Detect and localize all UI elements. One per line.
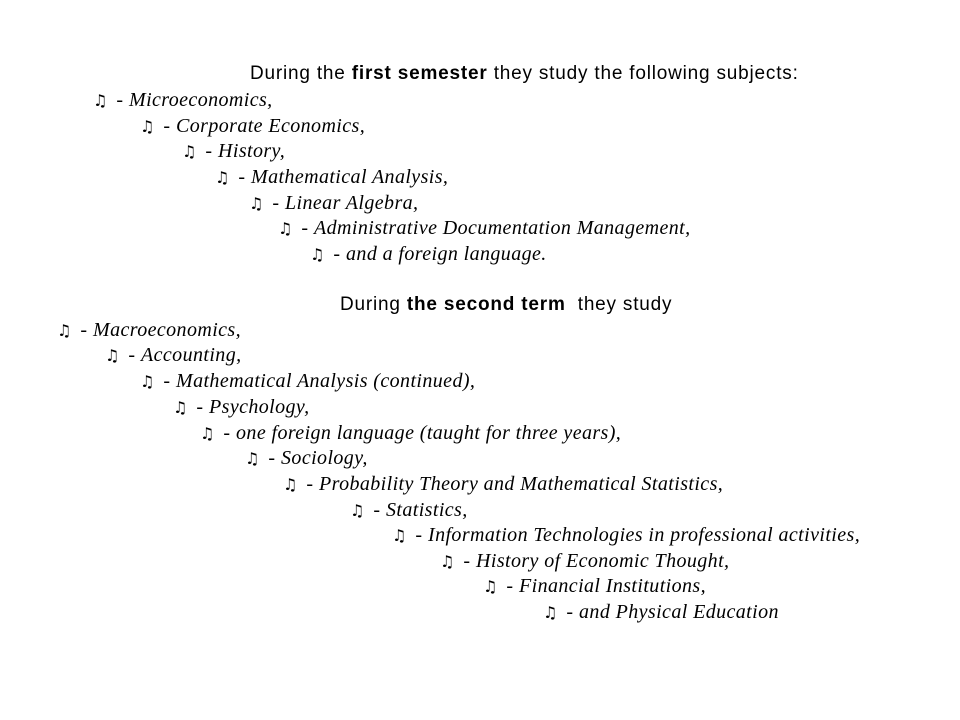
item-separator: - xyxy=(566,601,574,623)
first-semester-subject xyxy=(278,215,691,243)
item-separator: - xyxy=(506,575,514,597)
subject-text: Microeconomics, xyxy=(129,89,273,111)
subject-text: History of Economic Thought, xyxy=(476,550,730,572)
second-term-subject xyxy=(245,445,368,473)
music-note-bullet-icon: ♫ xyxy=(140,372,155,391)
item-separator: - xyxy=(116,89,124,111)
subject-text: Accounting, xyxy=(141,344,242,366)
item-separator: - xyxy=(333,243,341,265)
music-note-bullet-icon: ♫ xyxy=(57,321,72,340)
subject-text: Sociology, xyxy=(281,447,368,469)
item-separator: - xyxy=(205,140,213,162)
second-term-subject xyxy=(57,317,241,345)
music-note-bullet-icon: ♫ xyxy=(350,501,365,520)
subject-text: Corporate Economics, xyxy=(176,115,366,137)
music-note-bullet-icon: ♫ xyxy=(543,603,558,622)
subject-text: Information Technologies in professional activities, xyxy=(428,524,861,546)
second-term-subject xyxy=(350,497,468,525)
music-note-bullet-icon: ♫ xyxy=(249,194,264,213)
subject-text: Statistics, xyxy=(386,499,468,521)
music-note-bullet-icon: ♫ xyxy=(310,245,325,264)
subject-text: Linear Algebra, xyxy=(285,192,419,214)
first-semester-subject xyxy=(93,87,273,115)
second-term-subject xyxy=(200,420,621,448)
item-separator: - xyxy=(415,524,423,546)
item-separator: - xyxy=(163,370,171,392)
music-note-bullet-icon: ♫ xyxy=(483,577,498,596)
second-term-heading xyxy=(340,292,672,318)
music-note-bullet-icon: ♫ xyxy=(182,142,197,161)
music-note-bullet-icon: ♫ xyxy=(245,449,260,468)
heading-prefix: During the xyxy=(250,63,346,84)
music-note-bullet-icon: ♫ xyxy=(105,346,120,365)
second-term-subject xyxy=(140,368,475,396)
music-note-bullet-icon: ♫ xyxy=(278,219,293,238)
item-separator: - xyxy=(223,422,231,444)
first-semester-subject xyxy=(215,164,448,192)
second-term-subject xyxy=(173,394,310,422)
item-separator: - xyxy=(373,499,381,521)
item-separator: - xyxy=(163,115,171,137)
item-separator: - xyxy=(272,192,280,214)
item-separator: - xyxy=(196,396,204,418)
subject-text: and Physical Education xyxy=(579,601,779,623)
second-term-subject xyxy=(543,599,779,627)
heading-prefix: During xyxy=(340,294,401,315)
second-term-subject xyxy=(105,342,242,370)
subject-text: Probability Theory and Mathematical Statistics, xyxy=(319,473,724,495)
item-separator: - xyxy=(463,550,471,572)
music-note-bullet-icon: ♫ xyxy=(140,117,155,136)
item-separator: - xyxy=(80,319,88,341)
heading-emphasis: first semester xyxy=(351,63,488,84)
subject-text: Financial Institutions, xyxy=(519,575,706,597)
subject-text: Administrative Documentation Management, xyxy=(314,217,691,239)
music-note-bullet-icon: ♫ xyxy=(440,552,455,571)
subject-text: Mathematical Analysis, xyxy=(251,166,449,188)
first-semester-heading xyxy=(250,61,799,87)
second-term-subject xyxy=(483,573,706,601)
subject-text: Mathematical Analysis (continued), xyxy=(176,370,476,392)
subject-text: Macroeconomics, xyxy=(93,319,242,341)
second-term-subject xyxy=(392,522,860,550)
first-semester-subject xyxy=(249,190,418,218)
first-semester-subject xyxy=(182,138,285,166)
subject-text: and a foreign language. xyxy=(346,243,547,265)
item-separator: - xyxy=(128,344,136,366)
first-semester-subject xyxy=(140,113,365,141)
heading-suffix: they study xyxy=(577,294,673,315)
second-term-subject xyxy=(440,548,729,576)
subject-text: History, xyxy=(218,140,286,162)
music-note-bullet-icon: ♫ xyxy=(215,168,230,187)
music-note-bullet-icon: ♫ xyxy=(283,475,298,494)
second-term-subject xyxy=(283,471,723,499)
music-note-bullet-icon: ♫ xyxy=(200,424,215,443)
item-separator: - xyxy=(268,447,276,469)
music-note-bullet-icon: ♫ xyxy=(392,526,407,545)
item-separator: - xyxy=(238,166,246,188)
music-note-bullet-icon: ♫ xyxy=(173,398,188,417)
music-note-bullet-icon: ♫ xyxy=(93,91,108,110)
subject-text: Psychology, xyxy=(209,396,310,418)
subject-text: one foreign language (taught for three years), xyxy=(236,422,622,444)
item-separator: - xyxy=(306,473,314,495)
heading-emphasis: the second term xyxy=(406,294,566,315)
item-separator: - xyxy=(301,217,309,239)
heading-suffix: they study the following subjects: xyxy=(493,63,799,84)
first-semester-subject xyxy=(310,241,547,269)
